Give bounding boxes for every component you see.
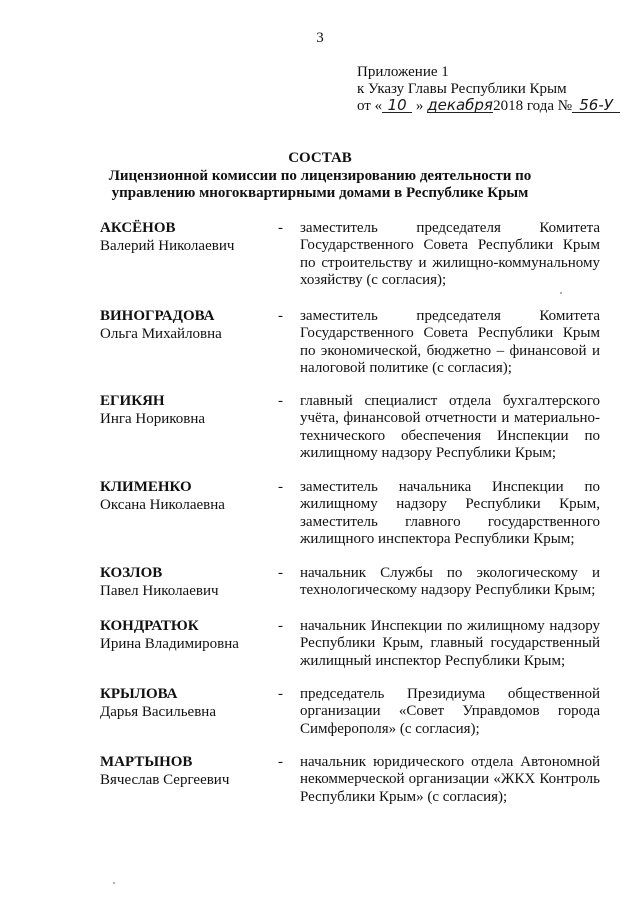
member-given-name: Павел Николаевич bbox=[100, 583, 219, 599]
member-given-name: Ирина Владимировна bbox=[100, 636, 239, 652]
member-dash: - bbox=[278, 754, 283, 770]
member-given-name: Ольга Михайловна bbox=[100, 326, 222, 342]
member-position: заместитель председателя Комитета Государственного Совета Республики Крым по экономической, бюджетно – финансовой и налоговой политике (с согласия); bbox=[300, 308, 600, 377]
scan-speck bbox=[113, 882, 115, 884]
document-subtitle: Лицензионной комиссии по лицензированию деятельности по управлению многоквартирными домами в Республике Крым bbox=[108, 168, 532, 201]
date-prefix: от « bbox=[357, 98, 383, 114]
member-surname: МАРТЫНОВ bbox=[100, 754, 193, 770]
member-position: заместитель начальника Инспекции по жилищному надзору Республики Крым, заместитель главного государственного жилищного инспектора Республики Крым; bbox=[300, 479, 600, 548]
member-given-name: Дарья Васильевна bbox=[100, 704, 216, 720]
member-surname: АКСЁНОВ bbox=[100, 220, 176, 236]
appendix-header bbox=[357, 64, 620, 115]
member-dash: - bbox=[278, 686, 283, 702]
appendix-line-2: к Указу Главы Республики Крым bbox=[357, 81, 567, 97]
page-number: 3 bbox=[316, 30, 324, 46]
member-position: начальник Инспекции по жилищному надзору Республики Крым, главный государственный жилищный инспектор Республики Крым; bbox=[300, 618, 600, 669]
member-given-name: Оксана Николаевна bbox=[100, 497, 225, 513]
member-position: главный специалист отдела бухгалтерского учёта, финансовой отчетности и материально-технического обеспечения Инспекции по жилищному надзору Республики Крым; bbox=[300, 393, 600, 462]
member-position: начальник юридического отдела Автономной некоммерческой организации «ЖКХ Контроль Республики Крым» (с согласия); bbox=[300, 754, 600, 805]
member-dash: - bbox=[278, 220, 283, 236]
member-given-name: Валерий Николаевич bbox=[100, 238, 235, 254]
member-given-name: Инга Нориковна bbox=[100, 411, 206, 427]
document-title: СОСТАВ bbox=[288, 150, 352, 166]
member-surname: КЛИМЕНКО bbox=[100, 479, 192, 495]
member-surname: КРЫЛОВА bbox=[100, 686, 178, 702]
handwritten-decree-number: 56-У bbox=[572, 98, 620, 113]
member-dash: - bbox=[278, 479, 283, 495]
handwritten-month: декабря bbox=[427, 96, 493, 114]
member-surname: ЕГИКЯН bbox=[100, 393, 165, 409]
date-mid: » bbox=[412, 98, 428, 114]
member-surname: КОНДРАТЮК bbox=[100, 618, 199, 634]
appendix-date-line bbox=[357, 98, 620, 115]
date-year: 2018 года № bbox=[493, 98, 573, 114]
appendix-line-1: Приложение 1 bbox=[357, 64, 449, 80]
member-dash: - bbox=[278, 393, 283, 409]
member-position: председатель Президиума общественной организации «Совет Управдомов города Симферополя» (с согласия); bbox=[300, 686, 600, 737]
member-position: начальник Службы по экологическому и технологическому надзору Республики Крым; bbox=[300, 565, 600, 599]
member-position: заместитель председателя Комитета Государственного Совета Республики Крым по строительству и жилищно-коммунальному хозяйству (с согласия); bbox=[300, 220, 600, 289]
member-dash: - bbox=[278, 308, 283, 324]
member-surname: КОЗЛОВ bbox=[100, 565, 163, 581]
member-given-name: Вячеслав Сергеевич bbox=[100, 772, 230, 788]
member-surname: ВИНОГРАДОВА bbox=[100, 308, 215, 324]
member-dash: - bbox=[278, 565, 283, 581]
handwritten-day: 10 bbox=[382, 98, 412, 113]
member-dash: - bbox=[278, 618, 283, 634]
scan-speck bbox=[560, 292, 562, 294]
